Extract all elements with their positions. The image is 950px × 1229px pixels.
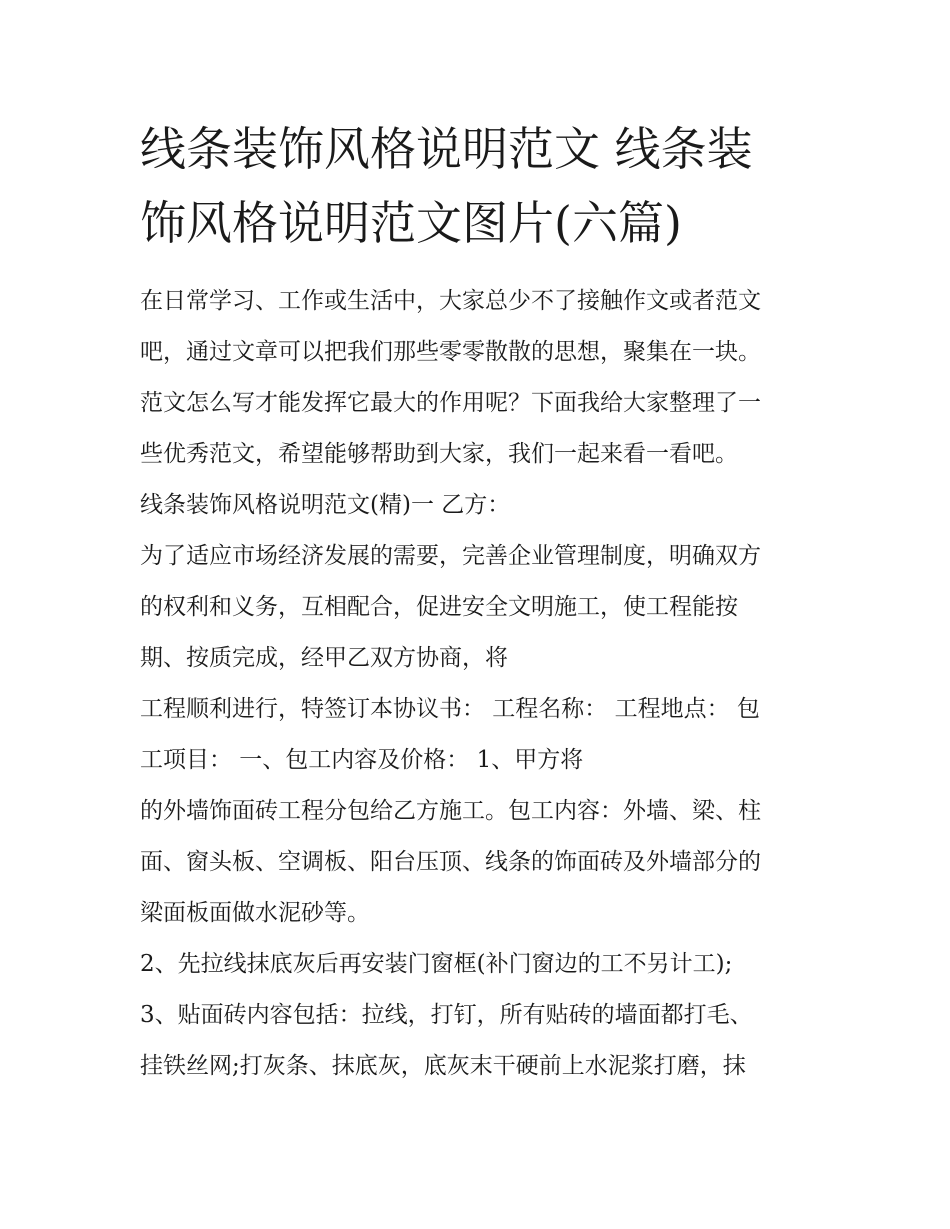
body-line-7: 的权利和义务，互相配合，促进安全文明施工，使工程能按 xyxy=(140,594,738,620)
body-line-9: 工程顺利进行，特签订本协议书： 工程名称： 工程地点： 包 xyxy=(140,696,760,722)
body-line-16: 挂铁丝网;打灰条、抹底灰，底灰末干硬前上水泥浆打磨，抹 xyxy=(140,1053,746,1079)
body-line-2: 吧，通过文章可以把我们那些零零散散的思想，聚集在一块。 xyxy=(140,339,761,365)
body-line-11: 的外墙饰面砖工程分包给乙方施工。包工内容：外墙、梁、柱 xyxy=(140,798,761,824)
document-body xyxy=(140,281,820,1097)
body-line-12: 面、窗头板、空调板、阳台压顶、线条的饰面砖及外墙部分的 xyxy=(140,849,761,875)
document-title xyxy=(140,112,820,260)
body-line-13: 梁面板面做水泥砂等。 xyxy=(140,900,370,926)
body-line-15: 3、贴面砖内容包括：拉线，打钉，所有贴砖的墙面都打毛、 xyxy=(140,1002,753,1028)
body-line-14: 2、先拉线抹底灰后再安装门窗框(补门窗边的工不另计工); xyxy=(140,951,733,977)
body-line-5: 线条装饰风格说明范文(精)一 乙方： xyxy=(140,492,511,518)
body-line-4: 些优秀范文，希望能够帮助到大家，我们一起来看一看吧。 xyxy=(140,441,738,467)
title-line-2: 饰风格说明范文图片(六篇) xyxy=(140,196,682,250)
body-line-10: 工项目： 一、包工内容及价格： 1、甲方将 xyxy=(140,747,584,773)
body-line-1: 在日常学习、工作或生活中，大家总少不了接触作文或者范文 xyxy=(140,288,761,314)
body-line-6: 为了适应市场经济发展的需要，完善企业管理制度，明确双方 xyxy=(140,543,761,569)
body-line-8: 期、按质完成，经甲乙双方协商，将 xyxy=(140,645,508,671)
title-line-1: 线条装饰风格说明范文 线条装 xyxy=(140,122,753,176)
body-line-3: 范文怎么写才能发挥它最大的作用呢？下面我给大家整理了一 xyxy=(140,390,761,416)
